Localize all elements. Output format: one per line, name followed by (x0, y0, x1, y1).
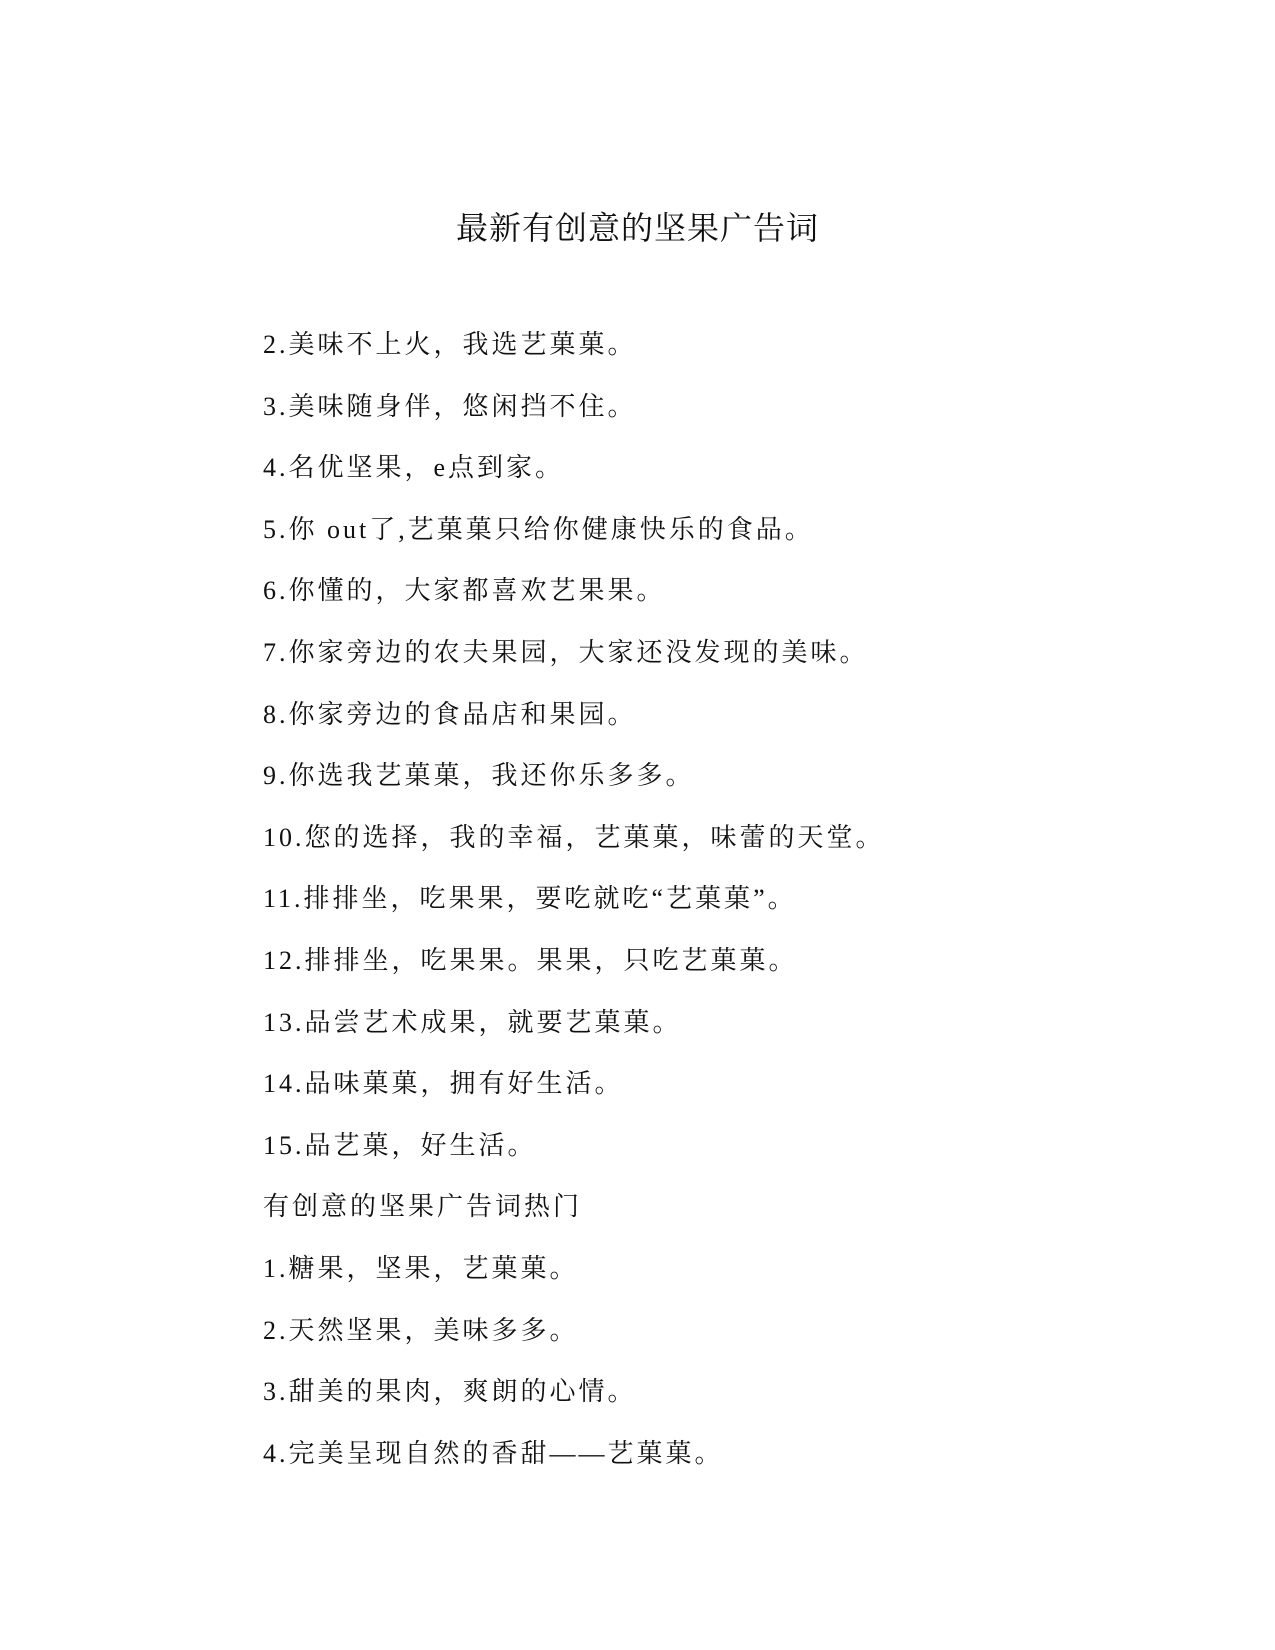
slogan-line: 15.品艺菓，好生活。 (263, 1130, 537, 1160)
slogan-line: 11.排排坐，吃果果，要吃就吃“艺菓菓”。 (263, 884, 797, 914)
slogan-line: 9.你选我艺菓菓，我还你乐多多。 (263, 761, 695, 791)
section-heading: 有创意的坚果广告词热门 (263, 1192, 583, 1222)
slogan-line: 13.品尝艺术成果，就要艺菓菓。 (263, 1007, 682, 1037)
slogan-list (263, 330, 1163, 1500)
slogan-line: 3.美味随身伴，悠闲挡不住。 (263, 391, 637, 421)
slogan-line: 4.完美呈现自然的香甜——艺菓菓。 (263, 1438, 724, 1468)
slogan-line: 3.甜美的果肉，爽朗的心情。 (263, 1377, 637, 1407)
slogan-line: 12.排排坐，吃果果。果果，只吃艺菓菓。 (263, 945, 798, 975)
slogan-line: 6.你懂的，大家都喜欢艺果果。 (263, 576, 666, 606)
slogan-line: 5.你 out了,艺菓菓只给你健康快乐的食品。 (263, 514, 814, 544)
document-title: 最新有创意的坚果广告词 (455, 209, 819, 247)
slogan-line: 14.品味菓菓，拥有好生活。 (263, 1069, 624, 1099)
slogan-line: 8.你家旁边的食品店和果园。 (263, 699, 637, 729)
slogan-line: 2.美味不上火，我选艺菓菓。 (263, 330, 637, 359)
slogan-line: 4.名优坚果，e点到家。 (263, 453, 565, 483)
slogan-line: 10.您的选择，我的幸福，艺菓菓，味蕾的天堂。 (263, 822, 885, 852)
slogan-line: 7.你家旁边的农夫果园，大家还没发现的美味。 (263, 637, 869, 667)
slogan-line: 2.天然坚果，美味多多。 (263, 1315, 579, 1345)
slogan-line: 1.糖果，坚果，艺菓菓。 (263, 1253, 579, 1283)
